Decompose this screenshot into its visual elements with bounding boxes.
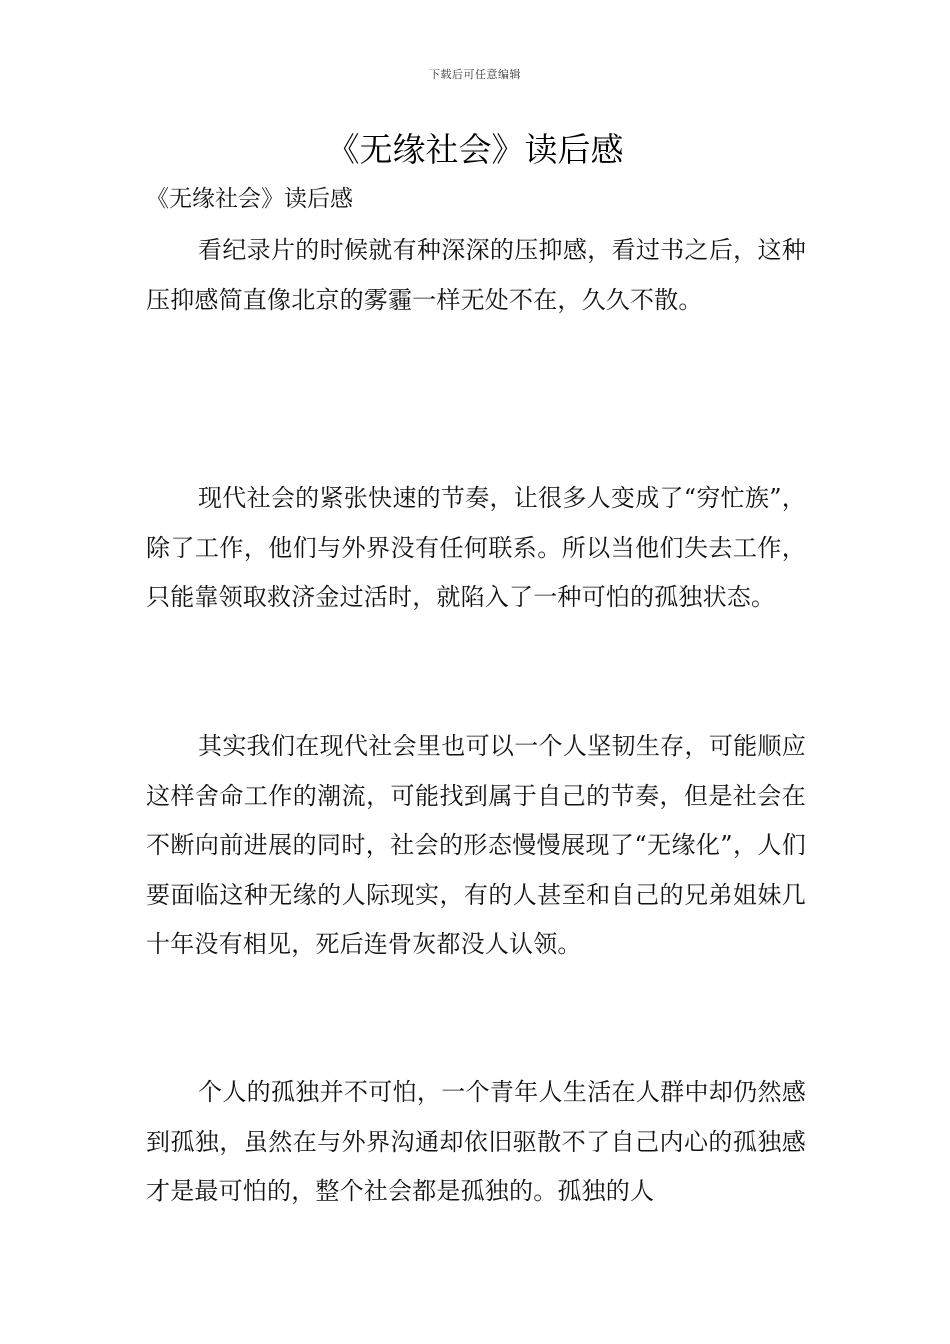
document-title: 《无缘社会》读后感: [326, 130, 624, 169]
header-note: 下载后可任意编辑: [429, 68, 521, 81]
document-subtitle: 《无缘社会》读后感: [146, 186, 353, 212]
paragraph-2: 现代社会的紧张快速的节奏，让很多人变成了“穷忙族”，除了工作，他们与外界没有任何联系。所以当他们失去工作，只能靠领取救济金过活时，就陷入了一种可怕的孤独状态。: [146, 484, 806, 612]
paragraph-1: 看纪录片的时候就有种深深的压抑感，看过书之后，这种压抑感简直像北京的雾霾一样无处不在，久久不散。: [146, 236, 806, 314]
paragraph-4: 个人的孤独并不可怕，一个青年人生活在人群中却仍然感到孤独，虽然在与外界沟通却依旧驱散不了自己内心的孤独感才是最可怕的，整个社会都是孤独的。孤独的人: [146, 1078, 806, 1206]
paragraph-3: 其实我们在现代社会里也可以一个人坚韧生存，可能顺应这样舍命工作的潮流，可能找到属于自己的节奏，但是社会在不断向前进展的同时，社会的形态慢慢展现了“无缘化”，人们要面临这种无缘的人际现实，有的人甚至和自己的兄弟姐妹几十年没有相见，死后连骨灰都没人认领。: [146, 732, 806, 959]
